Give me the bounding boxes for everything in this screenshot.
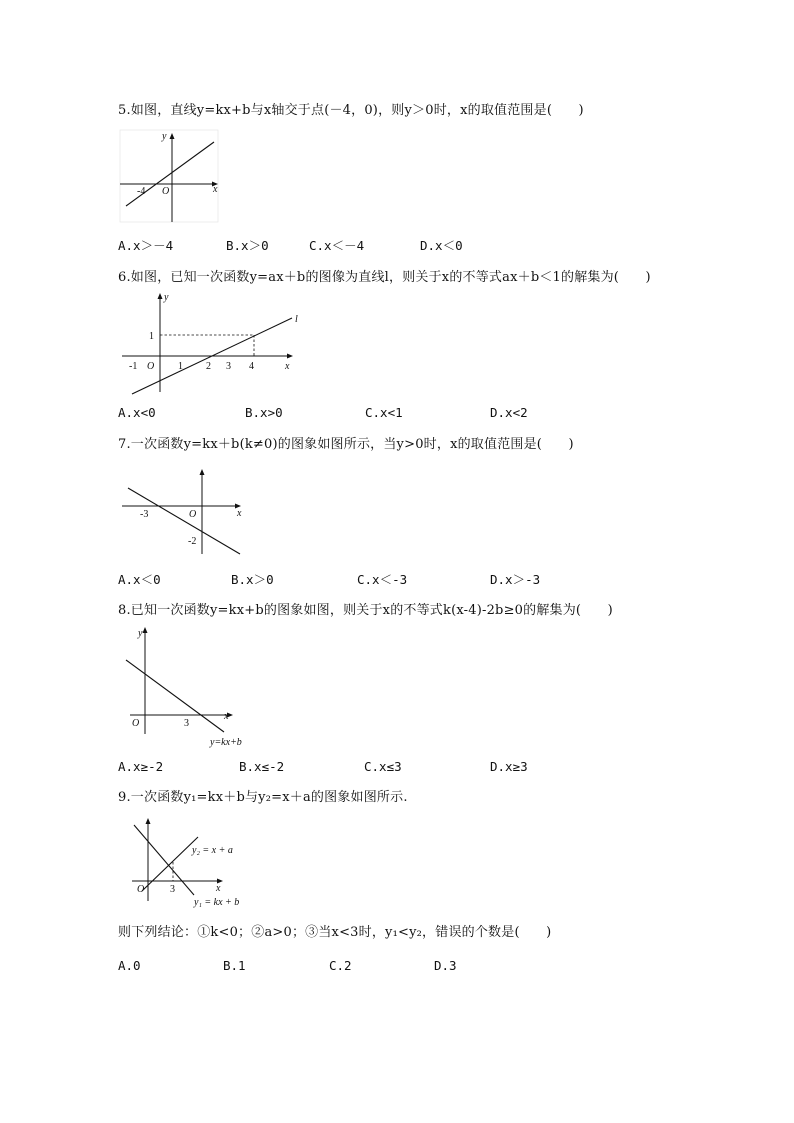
question-6-option-a[interactable]: A.x<0 [118, 405, 156, 420]
line-y-kx-b [126, 660, 224, 732]
x-tick-label: 1 [178, 361, 183, 372]
question-7-figure [118, 468, 258, 560]
origin-label: O [162, 186, 170, 197]
y-tick-label: 1 [149, 331, 154, 342]
x-axis-label: x [224, 711, 229, 722]
question-9-figure [124, 815, 264, 911]
y-axis-label: y [138, 628, 143, 639]
x-tick-label: 2 [206, 361, 211, 372]
question-8-stem: 8.已知一次函数y=kx+b的图象如图，则关于x的不等式k(x-4)-2b≥0的解集为( ) [118, 603, 613, 618]
x-tick-label: -3 [140, 509, 149, 520]
x-axis-label: x [216, 883, 221, 894]
question-9-followup: 则下列结论：①k<0；②a>0；③当x<3时，y₁<y₂，错误的个数是( ) [118, 925, 552, 940]
line-y1-label: y₁ = kx + b [194, 897, 240, 908]
x-tick-label: -1 [129, 361, 138, 372]
question-5-option-c[interactable]: C.x＜－4 [309, 238, 365, 253]
question-7-option-c[interactable]: C.x＜-3 [357, 572, 408, 587]
question-5-figure [118, 128, 228, 224]
x-tick-label: 3 [170, 884, 175, 895]
origin-label: O [132, 718, 140, 729]
question-6-option-c[interactable]: C.x<1 [365, 405, 403, 420]
question-6-option-d[interactable]: D.x<2 [490, 405, 528, 420]
line-y-kx-b [128, 488, 240, 554]
line-label: l [295, 314, 298, 325]
question-8-option-a[interactable]: A.x≥-2 [118, 759, 164, 774]
question-6-stem: 6.如图，已知一次函数y=ax＋b的图像为直线l，则关于x的不等式ax＋b＜1的解集为( ) [118, 270, 651, 285]
question-9-option-a[interactable]: A.0 [118, 958, 141, 973]
question-5-option-a[interactable]: A.x＞－4 [118, 238, 174, 253]
question-9-stem: 9.一次函数y₁=kx＋b与y₂=x＋a的图象如图所示. [118, 790, 408, 805]
y-axis-label: y [162, 131, 167, 142]
x-tick-label: 3 [226, 361, 231, 372]
question-7-stem: 7.一次函数y=kx＋b(k≠0)的图象如图所示，当y>0时，x的取值范围是( ) [118, 437, 574, 452]
question-5-option-d[interactable]: D.x＜0 [420, 238, 463, 253]
origin-label: O [189, 509, 197, 520]
question-7-option-d[interactable]: D.x＞-3 [490, 572, 541, 587]
question-8-option-b[interactable]: B.x≤-2 [239, 759, 285, 774]
x-tick-label: 3 [184, 718, 189, 729]
question-5-option-b[interactable]: B.x＞0 [226, 238, 269, 253]
origin-label: O [147, 361, 155, 372]
line-label: y=kx+b [210, 737, 242, 748]
x-axis-label: x [285, 361, 290, 372]
origin-label: O [137, 884, 145, 895]
question-9-option-b[interactable]: B.1 [223, 958, 246, 973]
question-9-option-d[interactable]: D.3 [434, 958, 457, 973]
x-axis-label: x [237, 508, 242, 519]
question-8-figure [118, 622, 258, 750]
x-tick-label: 4 [249, 361, 254, 372]
question-7-option-a[interactable]: A.x＜0 [118, 572, 161, 587]
question-7-option-b[interactable]: B.x＞0 [231, 572, 274, 587]
question-8-option-d[interactable]: D.x≥3 [490, 759, 528, 774]
question-6-option-b[interactable]: B.x>0 [245, 405, 283, 420]
question-9-option-c[interactable]: C.2 [329, 958, 352, 973]
y-axis-label: y [164, 292, 169, 303]
question-5-stem: 5.如图，直线y=kx+b与x轴交于点(－4，0)，则y＞0时，x的取值范围是( ) [118, 103, 584, 118]
question-8-option-c[interactable]: C.x≤3 [364, 759, 402, 774]
line-y2-label: y₂ = x + a [192, 845, 233, 856]
x-axis-label: x [213, 184, 218, 195]
line-y2 [142, 837, 198, 891]
x-tick-label: -4 [137, 186, 146, 197]
y-tick-label: -2 [188, 536, 197, 547]
question-6-figure [118, 288, 308, 396]
